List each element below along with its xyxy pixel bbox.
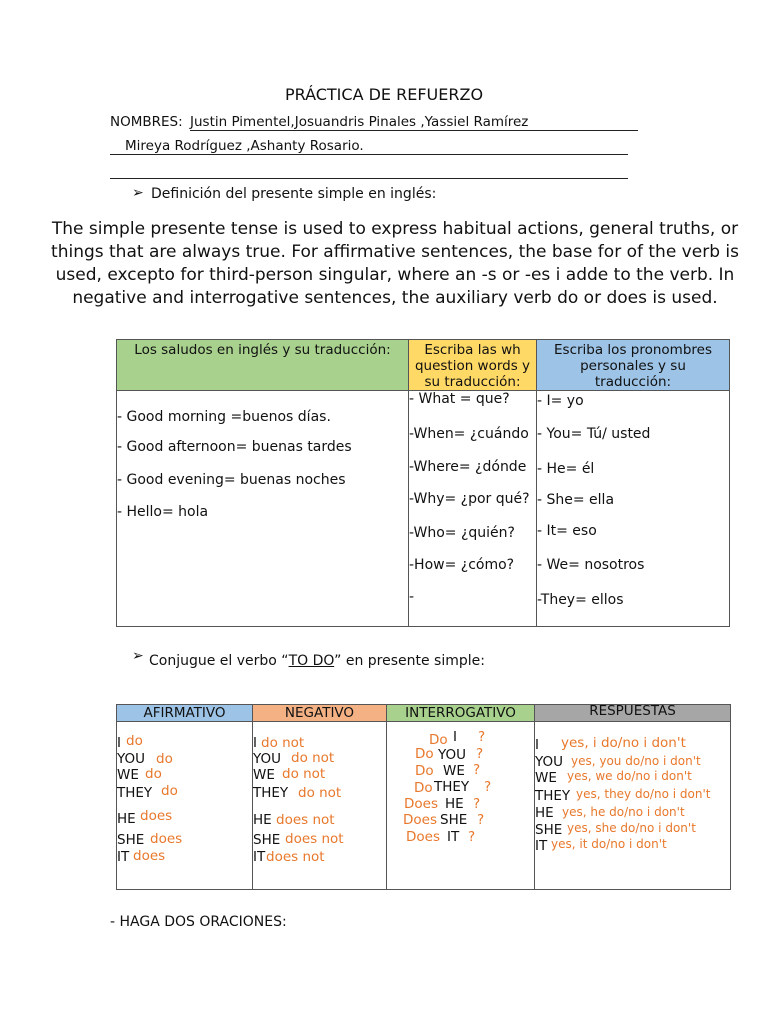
header-respuestas: RESPUESTAS [535,705,731,722]
saludos-cell [117,391,409,627]
respuestas-cell: I yes, i do/no i don't YOU yes, you do/no i don't WE yes, we do/no i don't THEY yes, they do/no i don't HE yes, he do/no i don't SHE yes, she do/no i don't IT yes, it do/no i don't [535,722,731,890]
afirmativo-cell: I do YOU do WE do THEY do HE does SHE does IT does [117,722,253,890]
list-item: -How= ¿cómo? [409,557,515,573]
wh-words-cell [409,391,537,627]
list-item: -Who= ¿quién? [409,525,515,541]
list-item: - She= ella [537,492,615,508]
negativo-cell: I do not YOU do not WE do not THEY do not HE does not SHE does not IT does not [253,722,387,890]
list-item: - Good morning =buenos días. [117,409,331,425]
header-wh-words: Escriba las wh question words y su traducción: [409,340,537,391]
bullet-icon: ➢ [132,185,144,201]
names-line-2: Mireya Rodríguez ,Ashanty Rosario. [125,138,364,154]
definition-paragraph: The simple presente tense is used to express habitual actions, general truths, or things that are always true. For affirmative sentences, the base for of the verb is used, excepto for third-person singular, where an -s or -es i adde to the verb. In negative and interrogative sentences, the auxiliary verb do or does is used. [51,219,739,308]
list-item: - What = que? [409,391,510,407]
interrogativo-cell: Do I ? Do YOU ? Do WE ? Do THEY ? Does HE ? Does SHE ? Does IT ? [387,722,535,890]
verb-to-do: TO DO [288,653,335,669]
footer-instruction: - HAGA DOS ORACIONES: [110,914,287,930]
list-item: - It= eso [537,523,597,539]
bullet-icon: ➢ [132,648,144,664]
header-interrogativo: INTERROGATIVO [387,705,535,722]
page-title: PRÁCTICA DE REFUERZO [284,85,484,104]
header-saludos: Los saludos en inglés y su traducción: [117,340,409,391]
names-line-1: Justin Pimentel,Josuandris Pinales ,Yassiel Ramírez [190,114,529,130]
list-item: - [409,589,415,605]
names-label: NOMBRES: [110,114,183,130]
list-item: - You= Tú/ usted [537,426,651,442]
names-underline-3 [110,178,628,179]
list-item: - He= él [537,461,595,477]
list-item: -Why= ¿por qué? [409,491,530,507]
names-underline-2 [110,154,628,155]
vocab-table [116,339,730,627]
conjugate-heading: Conjugue el verbo “TO DO” en presente simple: [149,653,485,669]
pronombres-cell [537,391,730,627]
list-item: - I= yo [537,393,584,409]
list-item: -Where= ¿dónde [409,459,527,475]
header-afirmativo: AFIRMATIVO [117,705,253,722]
conjugation-table [116,704,731,890]
list-item: - Good afternoon= buenas tardes [117,439,352,455]
list-item: -They= ellos [537,592,624,608]
list-item: -When= ¿cuándo [409,426,529,442]
header-pronombres: Escriba los pronombres personales y su traducción: [537,340,730,391]
header-negativo: NEGATIVO [253,705,387,722]
list-item: - Hello= hola [117,504,209,520]
definition-heading: Definición del presente simple en inglés: [151,186,437,202]
list-item: - Good evening= buenas noches [117,472,346,488]
names-underline-1 [190,130,638,131]
list-item: - We= nosotros [537,557,645,573]
